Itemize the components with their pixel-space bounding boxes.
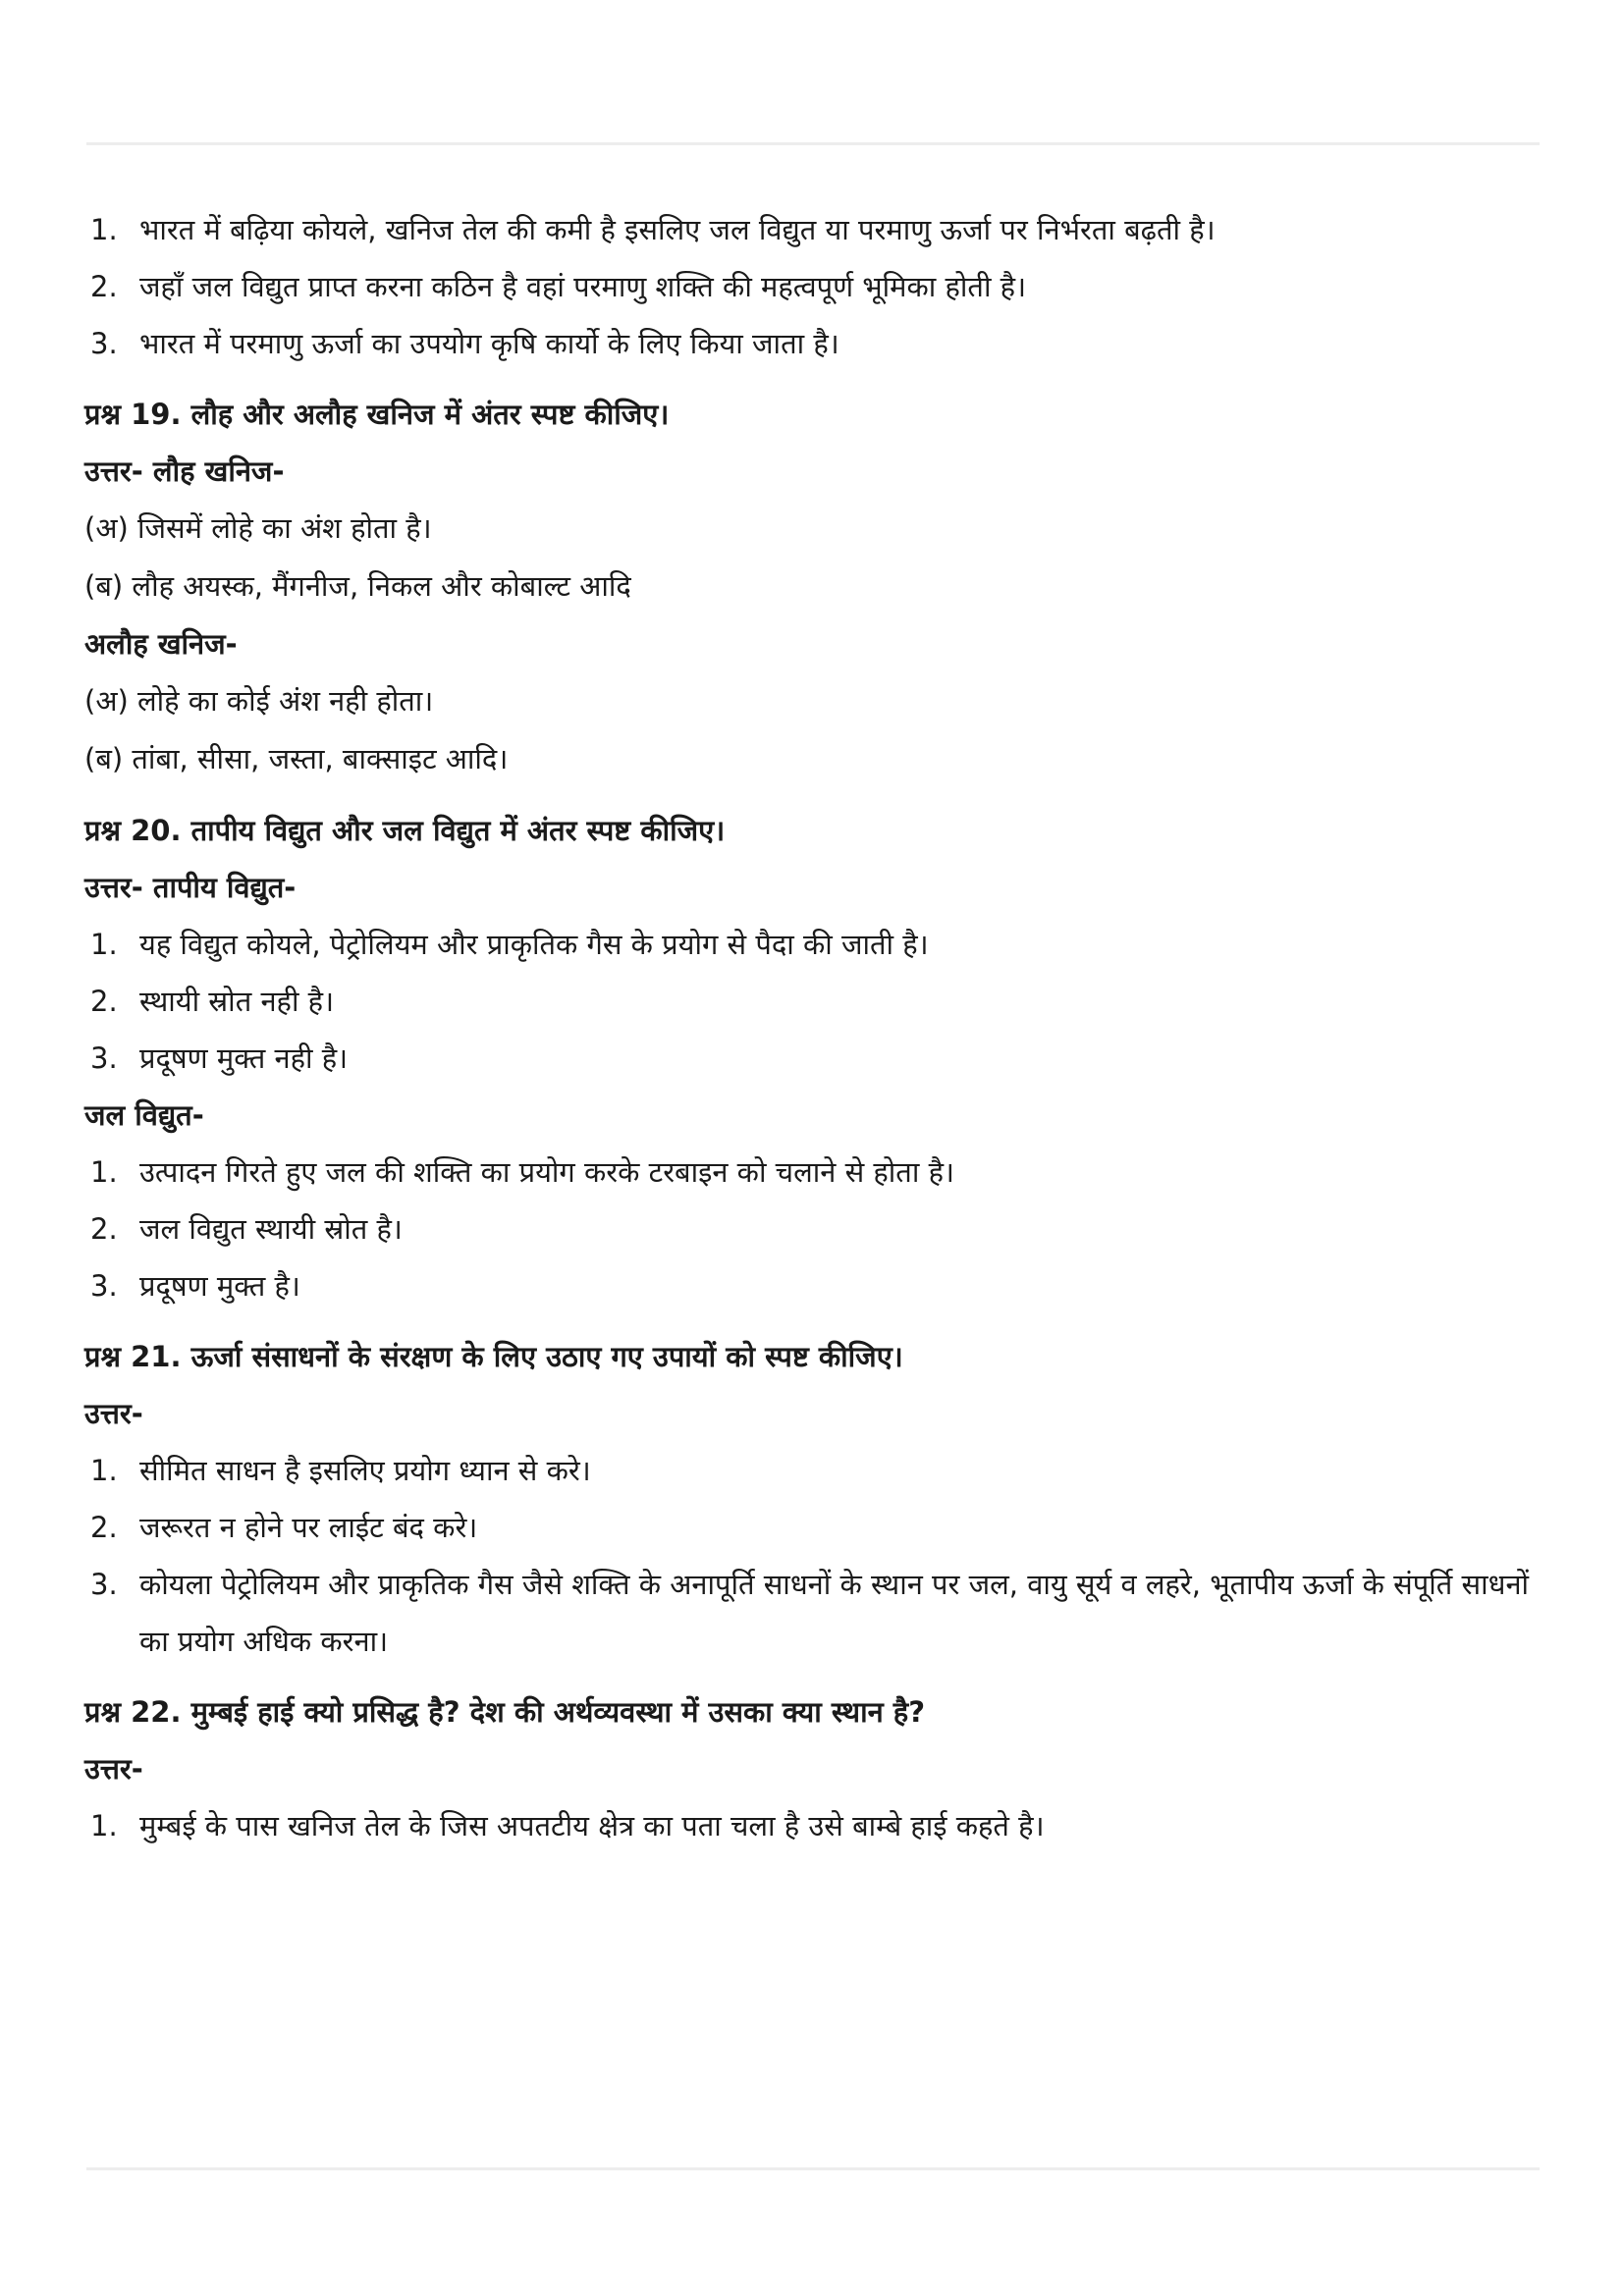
alauh-heading: अलौह खनिज- bbox=[84, 627, 238, 661]
item-text: जल विद्युत स्थायी स्रोत है। bbox=[139, 1212, 403, 1246]
document-body bbox=[84, 201, 1538, 1854]
list-a bbox=[84, 201, 1538, 372]
list-item bbox=[84, 1797, 1538, 1854]
item-text: उत्पादन गिरते हुए जल की शक्ति का प्रयोग करके टरबाइन को चलाने से होता है। bbox=[139, 1155, 954, 1189]
list-item bbox=[84, 1030, 1538, 1087]
list-item bbox=[84, 1499, 1538, 1556]
item-text: प्रदूषण मुक्त है। bbox=[139, 1269, 300, 1303]
item-text: भारत में बढ़िया कोयले, खनिज तेल की कमी है इसलिए जल विद्युत या परमाणु ऊर्जा पर निर्भरता बढ़ती है। bbox=[139, 213, 1216, 246]
item-number: 2. bbox=[90, 985, 118, 1018]
list-item bbox=[84, 1201, 1538, 1257]
bottom-divider bbox=[86, 2167, 1540, 2170]
question-22: प्रश्न 22. मुम्बई हाई क्यो प्रसिद्ध है? देश की अर्थव्यवस्था में उसका क्या स्थान है? bbox=[84, 1695, 926, 1729]
bombay-high-list bbox=[84, 1797, 1538, 1854]
question-21: प्रश्न 21. ऊर्जा संसाधनों के संरक्षण के लिए उठाए गए उपायों को स्पष्ट कीजिए। bbox=[84, 1340, 903, 1373]
item-number: 1. bbox=[90, 1454, 118, 1487]
item-number: 1. bbox=[90, 1809, 118, 1842]
item-text: जरूरत न होने पर लाईट बंद करे। bbox=[139, 1511, 478, 1544]
lauh-line: (ब) लौह अयस्क, मैंगनीज, निकल और कोबाल्ट आदि bbox=[84, 569, 631, 603]
item-number: 3. bbox=[90, 1041, 118, 1075]
list-item bbox=[84, 973, 1538, 1030]
item-text: प्रदूषण मुक्त नही है। bbox=[139, 1041, 349, 1075]
answer-heading-thermal: उत्तर- तापीय विद्युत- bbox=[84, 871, 297, 904]
hydro-heading: जल विद्युत- bbox=[84, 1098, 204, 1132]
answer-heading-lauh: उत्तर- लौह खनिज- bbox=[84, 454, 285, 488]
item-text: कोयला पेट्रोलियम और प्राकृतिक गैस जैसे शक्ति के अनापूर्ति साधनों के स्थान पर जल, वायु सूर्य व लहरे, भूतापीय ऊर्जा के संपूर्ति साधनों का प्रयोग अधिक करना। bbox=[139, 1568, 1530, 1658]
item-number: 2. bbox=[90, 1212, 118, 1246]
item-number: 3. bbox=[90, 1269, 118, 1303]
item-text: सीमित साधन है इसलिए प्रयोग ध्यान से करे। bbox=[139, 1454, 591, 1487]
question-19: प्रश्न 19. लौह और अलौह खनिज में अंतर स्पष्ट कीजिए। bbox=[84, 398, 670, 431]
list-item bbox=[84, 1442, 1538, 1499]
hydro-list bbox=[84, 1144, 1538, 1314]
alauh-line: (ब) तांबा, सीसा, जस्ता, बाक्साइट आदि। bbox=[84, 742, 509, 775]
item-text: स्थायी स्रोत नही है। bbox=[139, 985, 335, 1018]
list-item bbox=[84, 258, 1538, 315]
lauh-line: (अ) जिसमें लोहे का अंश होता है। bbox=[84, 511, 432, 545]
conservation-list bbox=[84, 1442, 1538, 1670]
item-number: 1. bbox=[90, 1155, 118, 1189]
answer-heading: उत्तर- bbox=[84, 1397, 143, 1430]
item-text: जहाँ जल विद्युत प्राप्त करना कठिन है वहां परमाणु शक्ति की महत्वपूर्ण भूमिका होती है। bbox=[139, 270, 1027, 303]
item-text: यह विद्युत कोयले, पेट्रोलियम और प्राकृतिक गैस के प्रयोग से पैदा की जाती है। bbox=[139, 928, 929, 961]
list-item bbox=[84, 1144, 1538, 1201]
list-item bbox=[84, 315, 1538, 372]
question-20: प्रश्न 20. तापीय विद्युत और जल विद्युत में अंतर स्पष्ट कीजिए। bbox=[84, 814, 726, 847]
item-number: 1. bbox=[90, 928, 118, 961]
item-number: 2. bbox=[90, 270, 118, 303]
list-item bbox=[84, 201, 1538, 258]
item-number: 3. bbox=[90, 1568, 118, 1601]
item-number: 1. bbox=[90, 213, 118, 246]
top-divider bbox=[86, 142, 1540, 145]
list-item bbox=[84, 1257, 1538, 1314]
answer-heading: उत्तर- bbox=[84, 1752, 143, 1786]
thermal-list bbox=[84, 916, 1538, 1087]
item-text: भारत में परमाणु ऊर्जा का उपयोग कृषि कार्यो के लिए किया जाता है। bbox=[139, 327, 839, 360]
alauh-line: (अ) लोहे का कोई अंश नही होता। bbox=[84, 684, 434, 718]
list-item bbox=[84, 916, 1538, 973]
item-number: 3. bbox=[90, 327, 118, 360]
list-item bbox=[84, 1556, 1538, 1670]
item-text: मुम्बई के पास खनिज तेल के जिस अपतटीय क्षेत्र का पता चला है उसे बाम्बे हाई कहते है। bbox=[139, 1809, 1045, 1842]
item-number: 2. bbox=[90, 1511, 118, 1544]
